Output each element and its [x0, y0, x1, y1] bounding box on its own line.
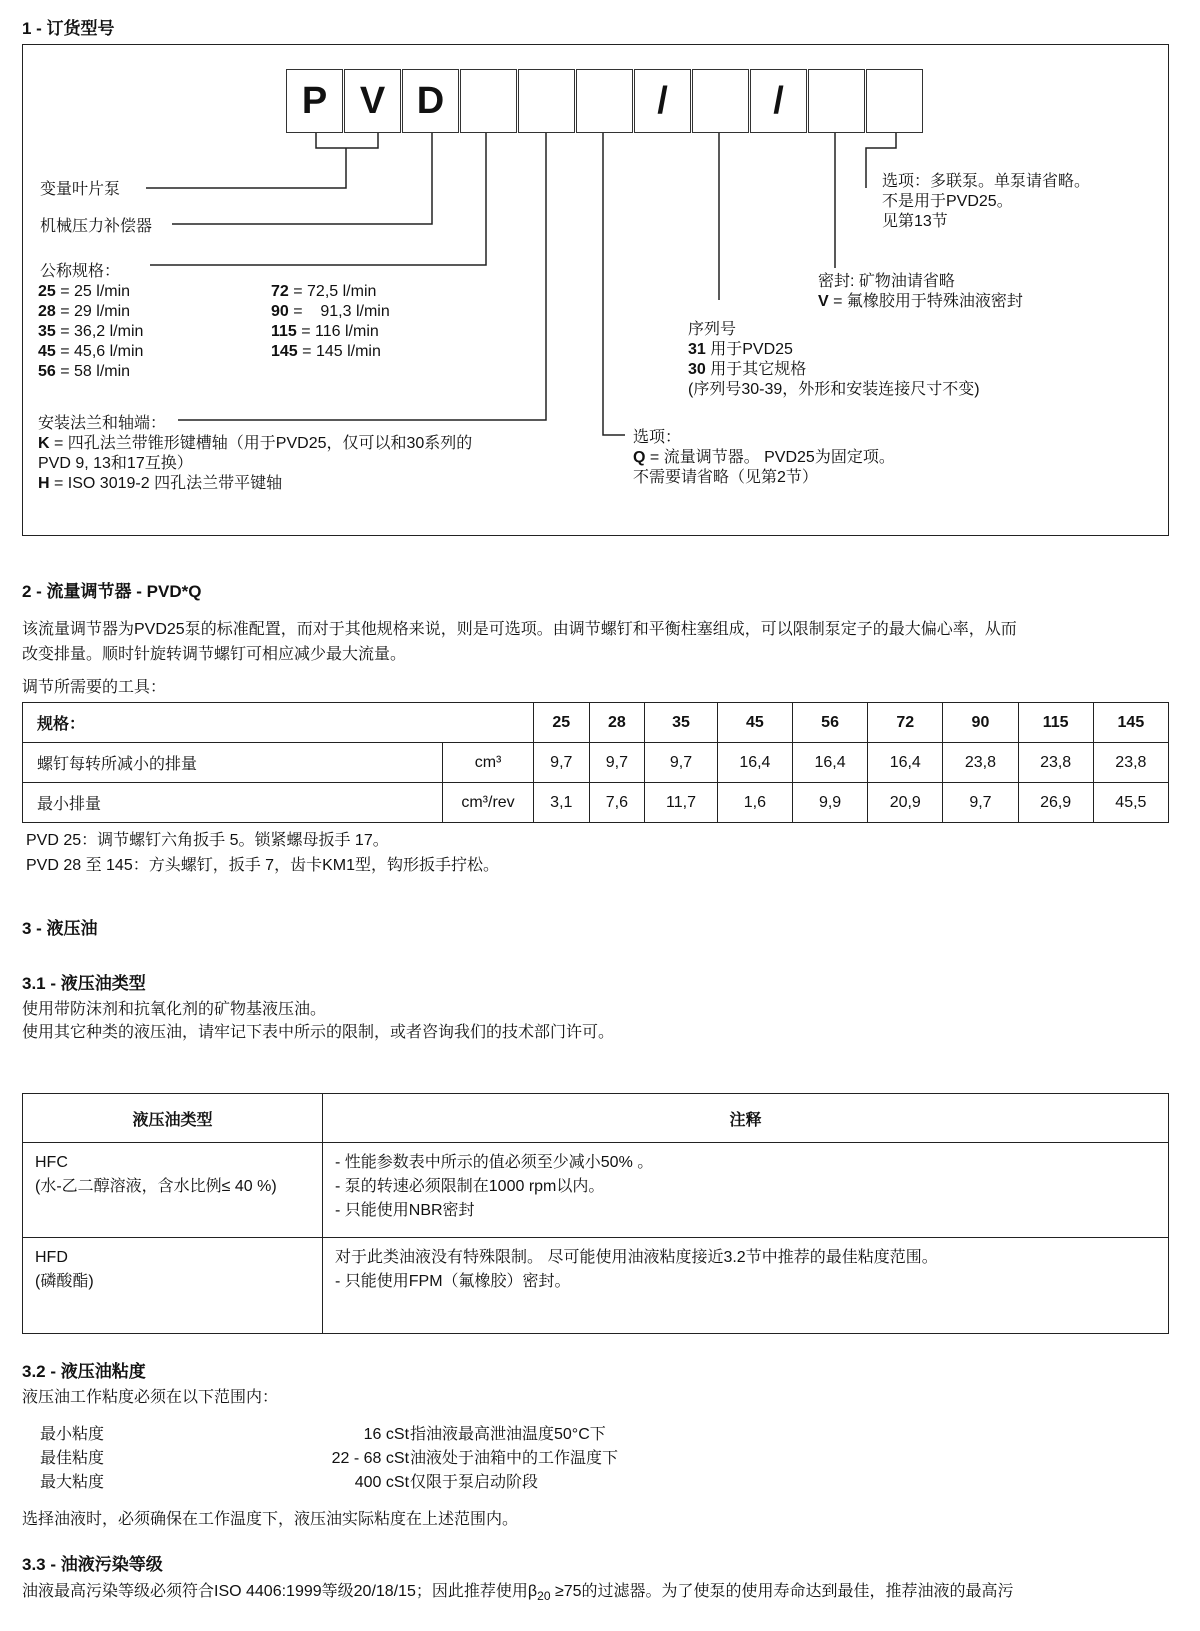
viscosity-row	[40, 1473, 539, 1497]
tools-label: 调节所需要的工具：	[22, 679, 167, 696]
viscosity-note: 指油液最高泄油温度50°C下	[410, 1426, 606, 1443]
seal-v-text: = 氟橡胶用于特殊油液密封	[828, 293, 1023, 310]
row-label: 最小排量	[23, 783, 443, 823]
pump-label: 变量叶片泵	[40, 181, 121, 198]
compensator-label: 机械压力补偿器	[40, 218, 153, 235]
oil-notes-cell	[323, 1143, 1169, 1238]
size-value: = 72,5 l/min	[288, 283, 377, 300]
viscosity-value: 400 cSt	[354, 1474, 410, 1491]
s33-text-a: 油液最高污染等级必须符合ISO 4406:1999等级20/18/15；因此推荐使用β	[22, 1583, 538, 1600]
size-value: = 36,2 l/min	[55, 323, 144, 340]
multi-pump-block	[882, 172, 1090, 232]
viscosity-list	[40, 1425, 619, 1497]
size-code: 145	[271, 343, 298, 360]
mount-h-code: H	[38, 475, 50, 492]
row-value: 26,9	[1018, 783, 1093, 823]
s31-para1: 使用带防沫剂和抗氧化剂的矿物基液压油。	[22, 1001, 327, 1018]
section2-title: 2 - 流量调节器 - PVD*Q	[22, 582, 202, 601]
row-value: 7,6	[589, 783, 645, 823]
size-code: 56	[38, 363, 56, 380]
multi-line: 选项：多联泵。单泵请省略。	[882, 173, 1091, 190]
code-cell: /	[634, 69, 691, 133]
size-header-cell: 72	[868, 703, 943, 743]
row-value: 16,4	[868, 743, 943, 783]
section1-title: 1 - 订货型号	[22, 19, 115, 38]
size-code: 115	[271, 323, 297, 340]
serial-30-code: 30	[688, 361, 706, 378]
serial-title: 序列号	[688, 321, 737, 338]
oil-type-cell	[23, 1143, 323, 1238]
table-row	[23, 783, 1169, 823]
s32-title: 3.2 - 液压油粘度	[22, 1362, 146, 1381]
oil-note: 对于此类油液没有特殊限制。 尽可能使用油液粘度接近3.2节中推荐的最佳粘度范围。	[335, 1249, 938, 1266]
size-value: = 145 l/min	[297, 343, 381, 360]
size-header-cell: 115	[1018, 703, 1093, 743]
mounting-block	[38, 414, 472, 494]
s33-title: 3.3 - 油液污染等级	[22, 1555, 163, 1574]
mount-title: 安装法兰和轴端：	[38, 415, 167, 432]
row-value: 23,8	[943, 743, 1018, 783]
code-cell: V	[344, 69, 401, 133]
option-q-code: Q	[633, 449, 646, 466]
size-header-cell: 56	[792, 703, 867, 743]
s31-title: 3.1 - 液压油类型	[22, 974, 146, 993]
mount-k-text2: PVD 9, 13和17互换）	[38, 455, 193, 472]
row-value: 20,9	[868, 783, 943, 823]
size-value: = 116 l/min	[296, 323, 379, 340]
row-value: 9,7	[645, 743, 718, 783]
oil-col-type: 液压油类型	[23, 1094, 323, 1143]
row-value: 3,1	[534, 783, 590, 823]
size-header-label: 规格：	[23, 703, 534, 743]
mount-k-code: K	[38, 435, 50, 452]
serial-30-text: 用于其它规格	[705, 361, 807, 378]
seal-title: 密封: 矿物油请省略	[818, 273, 955, 290]
oil-type-table	[22, 1093, 1169, 1334]
size-header-cell: 145	[1093, 703, 1168, 743]
oil-note: - 只能使用NBR密封	[335, 1202, 475, 1219]
size-value: = 45,6 l/min	[55, 343, 144, 360]
serial-note: (序列号30-39，外形和安装连接尺寸不变)	[688, 381, 980, 398]
size-code: 45	[38, 343, 56, 360]
adjuster-table	[22, 702, 1169, 823]
size-code: 90	[271, 303, 289, 320]
size-code: 35	[38, 323, 56, 340]
serial-block	[688, 320, 980, 400]
size-title: 公称规格：	[40, 263, 121, 280]
table-row	[23, 743, 1169, 783]
s33-beta-sub: 20	[537, 1589, 551, 1604]
code-cell: P	[286, 69, 343, 133]
option-q-text: = 流量调节器。 PVD25为固定项。	[645, 449, 895, 466]
s33-para1	[22, 1582, 1014, 1606]
oil-type-desc: (磷酸酯)	[35, 1273, 94, 1290]
sizes-right	[271, 282, 390, 362]
row-value: 1,6	[717, 783, 792, 823]
size-code: 72	[271, 283, 289, 300]
row-value: 11,7	[645, 783, 718, 823]
oil-note: - 泵的转速必须限制在1000 rpm以内。	[335, 1178, 605, 1195]
size-header-cell: 28	[589, 703, 645, 743]
oil-col-notes: 注释	[323, 1094, 1169, 1143]
size-value: = 29 l/min	[55, 303, 131, 320]
section2-para2: 改变排量。顺时针旋转调节螺钉可相应减少最大流量。	[22, 646, 407, 663]
oil-type-name: HFD	[35, 1249, 68, 1266]
serial-31-text: 用于PVD25	[705, 341, 793, 358]
section2-para1: 该流量调节器为PVD25泵的标准配置，而对于其他规格来说，则是可选项。由调节螺钉和平衡柱塞组成，可以限制泵定子的最大偏心率，从而	[22, 621, 1017, 638]
viscosity-name: 最大粘度	[40, 1474, 105, 1491]
size-header-cell: 45	[717, 703, 792, 743]
viscosity-note: 油液处于油箱中的工作温度下	[410, 1450, 619, 1467]
row-unit: cm³	[443, 743, 534, 783]
size-code: 25	[38, 283, 56, 300]
s32-para2: 选择油液时，必须确保在工作温度下，液压油实际粘度在上述范围内。	[22, 1511, 519, 1528]
row-label: 螺钉每转所减小的排量	[23, 743, 443, 783]
viscosity-value: 16 cSt	[363, 1426, 410, 1443]
oil-type-desc: (水-乙二醇溶液，含水比例≤ 40 %)	[35, 1178, 277, 1195]
size-value: = 58 l/min	[55, 363, 131, 380]
size-header-cell: 25	[534, 703, 590, 743]
viscosity-value: 22 - 68 cSt	[331, 1450, 410, 1467]
option-q-text2: 不需要请省略（见第2节）	[633, 469, 818, 486]
viscosity-note: 仅限于泵启动阶段	[410, 1474, 539, 1491]
row-value: 9,7	[534, 743, 590, 783]
viscosity-name: 最佳粘度	[40, 1450, 105, 1467]
viscosity-row	[40, 1425, 606, 1449]
serial-31-code: 31	[688, 341, 706, 358]
code-cell: /	[750, 69, 807, 133]
row-value: 9,7	[943, 783, 1018, 823]
option-q-title: 选项：	[633, 429, 682, 446]
row-value: 9,7	[589, 743, 645, 783]
multi-line: 见第13节	[882, 213, 948, 230]
oil-notes-cell	[323, 1238, 1169, 1334]
oil-type-cell	[23, 1238, 323, 1334]
row-value: 9,9	[792, 783, 867, 823]
row-value: 16,4	[717, 743, 792, 783]
size-header-cell: 90	[943, 703, 1018, 743]
row-unit: cm³/rev	[443, 783, 534, 823]
oil-type-name: HFC	[35, 1154, 68, 1171]
mount-h-text: = ISO 3019-2 四孔法兰带平键轴	[49, 475, 283, 492]
mount-k-text: = 四孔法兰带锥形键槽轴（用于PVD25，仅可以和30系列的	[49, 435, 473, 452]
row-value: 23,8	[1018, 743, 1093, 783]
sizes-left	[38, 282, 143, 382]
size-code: 28	[38, 303, 56, 320]
s32-para1: 液压油工作粘度必须在以下范围内：	[22, 1389, 279, 1406]
row-value: 16,4	[792, 743, 867, 783]
size-value: = 25 l/min	[55, 283, 131, 300]
size-header-cell: 35	[645, 703, 718, 743]
row-value: 45,5	[1093, 783, 1168, 823]
viscosity-row	[40, 1449, 619, 1473]
code-cell: D	[402, 69, 459, 133]
tool-note-1: PVD 25：调节螺钉六角扳手 5。锁紧螺母扳手 17。	[26, 832, 389, 849]
s33-text-b: ≥75的过滤器。为了使泵的使用寿命达到最佳，推荐油液的最高污	[550, 1583, 1014, 1600]
tool-note-2: PVD 28 至 145：方头螺钉，扳手 7，齿卡KM1型，钩形扳手拧松。	[26, 857, 499, 874]
row-value: 23,8	[1093, 743, 1168, 783]
oil-note: - 性能参数表中所示的值必须至少减小50% 。	[335, 1154, 654, 1171]
option-q-block	[633, 428, 895, 488]
seal-block	[818, 272, 1023, 312]
size-value: = 91,3 l/min	[288, 303, 390, 320]
section3-title: 3 - 液压油	[22, 919, 98, 938]
multi-line: 不是用于PVD25。	[882, 193, 1013, 210]
oil-note: - 只能使用FPM（氟橡胶）密封。	[335, 1273, 571, 1290]
s31-para2: 使用其它种类的液压油，请牢记下表中所示的限制，或者咨询我们的技术部门许可。	[22, 1024, 615, 1041]
viscosity-name: 最小粘度	[40, 1426, 105, 1443]
seal-v-code: V	[818, 293, 829, 310]
